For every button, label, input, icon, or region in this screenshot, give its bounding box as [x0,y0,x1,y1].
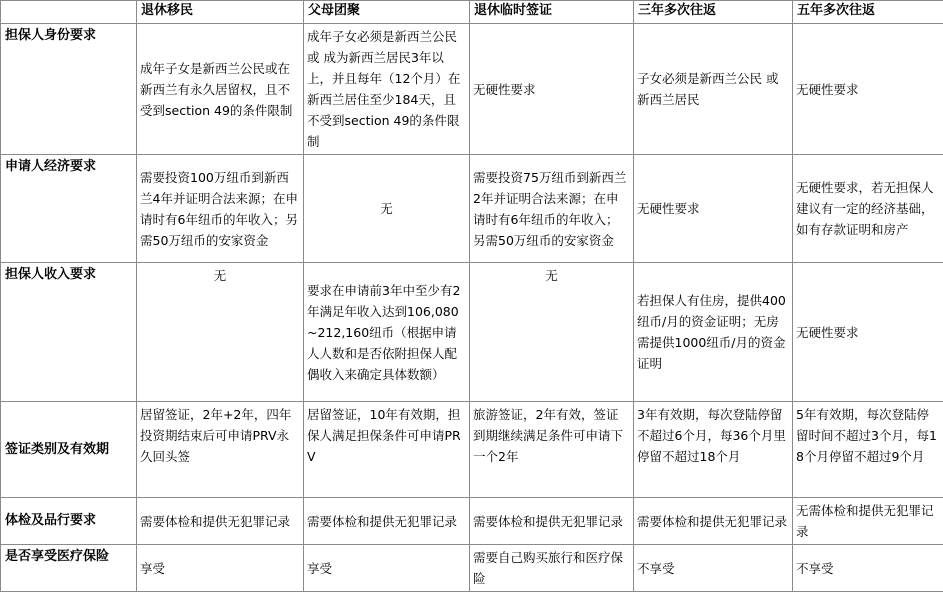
table-cell: 需要体检和提供无犯罪记录 [137,498,304,545]
table-cell: 无硬性要求 [793,24,943,155]
table-cell: 无 [470,263,634,402]
row-label-medical-character: 体检及品行要求 [1,498,137,545]
table-cell: 成年子女是新西兰公民或在新西兰有永久居留权，且不受到section 49的条件限制 [137,24,304,155]
table-row [1,498,943,545]
table-row [1,402,943,498]
header-parent-reunion: 父母团聚 [304,1,470,24]
row-label-sponsor-income: 担保人收入要求 [1,263,137,402]
table-cell: 需要投资100万纽币到新西兰4年并证明合法来源；在申请时有6年纽币的年收入；另需50万纽币的安家资金 [137,155,304,263]
table-row [1,263,943,402]
table-cell: 需要体检和提供无犯罪记录 [470,498,634,545]
row-label-applicant-financial: 申请人经济要求 [1,155,137,263]
header-retirement-temporary-visa: 退休临时签证 [470,1,634,24]
table-cell: 享受 [304,545,470,592]
table-cell: 无 [137,263,304,402]
table-row [1,545,943,592]
table-cell: 无硬性要求 [634,155,793,263]
table-cell: 5年有效期，每次登陆停留时间不超过3个月，每18个月停留不超过9个月 [793,402,943,498]
table-cell: 需要自己购买旅行和医疗保险 [470,545,634,592]
row-label-medical-insurance: 是否享受医疗保险 [1,545,137,592]
table-cell: 需要体检和提供无犯罪记录 [634,498,793,545]
table-cell: 不享受 [634,545,793,592]
table-cell: 子女必须是新西兰公民 或 新西兰居民 [634,24,793,155]
table-cell: 需要体检和提供无犯罪记录 [304,498,470,545]
table-row [1,155,943,263]
table-cell: 成年子女必须是新西兰公民 或 成为新西兰居民3年以上，并且每年（12个月）在新西兰居住至少184天，且不受到section 49的条件限制 [304,24,470,155]
table-cell: 无需体检和提供无犯罪记录 [793,498,943,545]
table-cell: 无硬性要求，若无担保人建议有一定的经济基础，如有存款证明和房产 [793,155,943,263]
table-cell: 3年有效期，每次登陆停留不超过6个月，每36个月里停留不超过18个月 [634,402,793,498]
header-three-year-multiple-entry: 三年多次往返 [634,1,793,24]
table-cell: 旅游签证，2年有效，签证到期继续满足条件可申请下一个2年 [470,402,634,498]
row-label-sponsor-identity: 担保人身份要求 [1,24,137,155]
table-cell: 要求在申请前3年中至少有2年满足年收入达到106,080 ~212,160纽币（根据申请人人数和是否依附担保人配偶收入来确定具体数额） [304,263,470,402]
table-cell: 无硬性要求 [470,24,634,155]
header-five-year-multiple-entry: 五年多次往返 [793,1,943,24]
table-cell: 居留签证，10年有效期，担保人满足担保条件可申请PRV [304,402,470,498]
table-cell: 无 [304,155,470,263]
row-label-visa-type-validity: 签证类别及有效期 [1,402,137,498]
table-cell: 享受 [137,545,304,592]
table-cell: 需要投资75万纽币到新西兰2年并证明合法来源；在申请时有6年纽币的年收入；另需50万纽币的安家资金 [470,155,634,263]
table-cell: 无硬性要求 [793,263,943,402]
table-cell: 居留签证，2年+2年，四年投资期结束后可申请PRV永久回头签 [137,402,304,498]
header-retirement-immigration: 退休移民 [137,1,304,24]
header-corner [1,1,137,24]
header-row [1,1,943,24]
table-row [1,24,943,155]
table-cell: 不享受 [793,545,943,592]
table-cell: 若担保人有住房，提供400纽币/月的资金证明；无房需提供1000纽币/月的资金证明 [634,263,793,402]
